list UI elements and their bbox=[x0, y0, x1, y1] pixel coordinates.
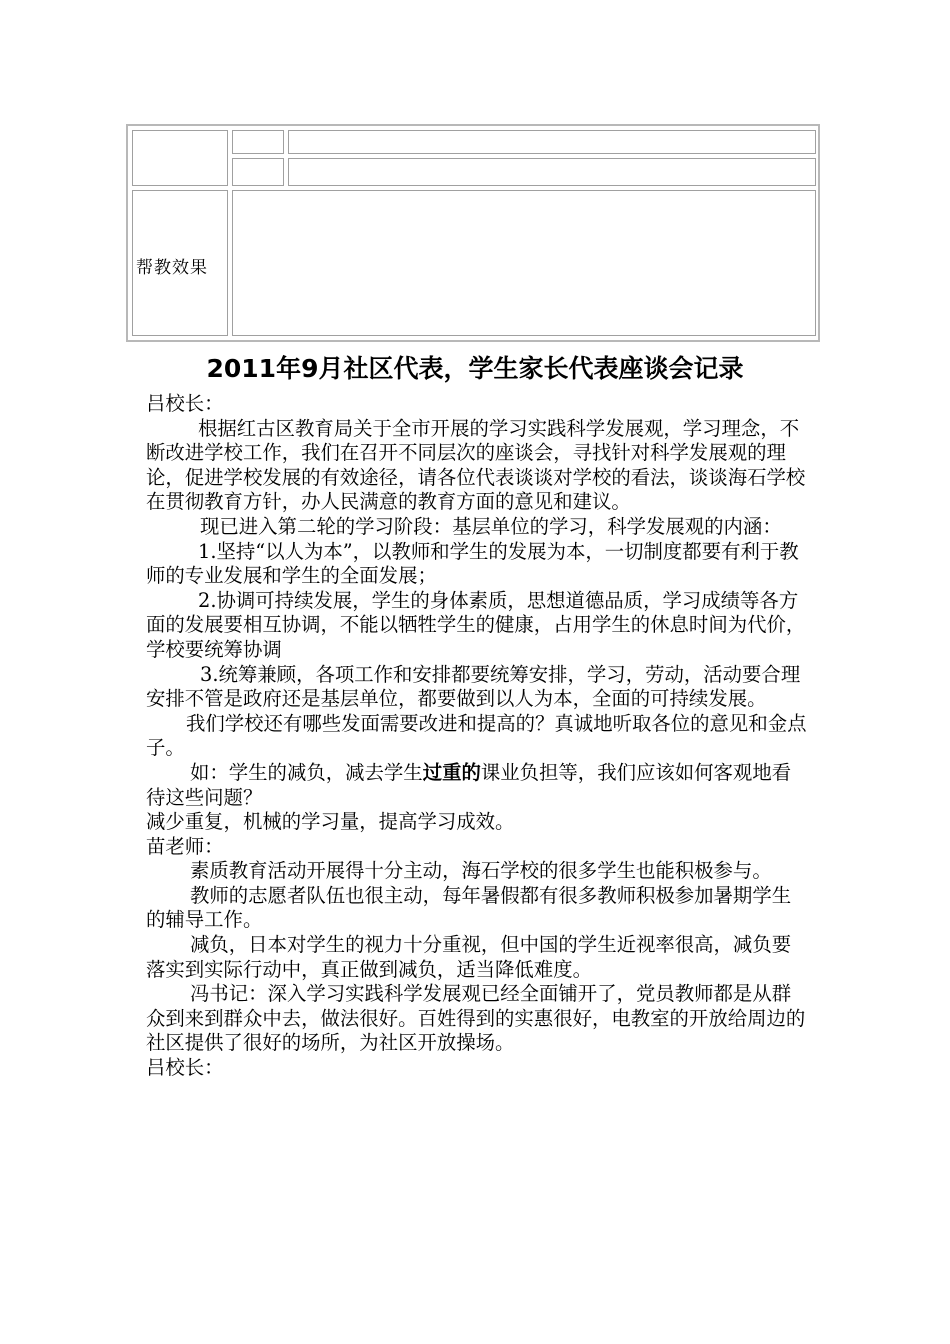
paragraph: 我们学校还有哪些发面需要改进和提高的？真诚地听取各位的意见和金点子。 bbox=[146, 711, 807, 760]
paragraph bbox=[146, 761, 810, 810]
effect-label: 帮教效果 bbox=[136, 258, 208, 278]
paragraph: 减负，日本对学生的视力十分重视，但中国的学生近视率很高，减负要落实到实际行动中，真正做到减负，适当降低难度。 bbox=[146, 933, 792, 981]
paragraph: 根据红古区教育局关于全市开展的学习实践科学发展观，学习理念，不断改进学校工作，我们在召开不同层次的座谈会，寻找针对科学发展观的理论，促进学校发展的有效途径，请各位代表谈谈对学校的看法，谈谈海石学校在贯彻教育方针，办人民满意的教育方面的意见和建议。 bbox=[146, 416, 806, 514]
paragraph: 减少重复，机械的学习量，提高学习成效。 bbox=[146, 810, 515, 834]
table-cell-empty bbox=[132, 130, 228, 186]
paragraph: 现已进入第二轮的学习阶段：基层单位的学习，科学发展观的内涵： bbox=[200, 514, 782, 538]
speaker-heading: 吕校长： bbox=[146, 1056, 224, 1080]
record-table bbox=[126, 124, 820, 342]
effect-label-cell bbox=[132, 190, 228, 336]
paragraph: 2.协调可持续发展，学生的身体素质，思想道德品质，学习成绩等各方面的发展要相互协调，不能以牺牲学生的健康，占用学生的休息时间为代价，学校要统筹协调 bbox=[146, 588, 806, 661]
document-body bbox=[146, 392, 810, 1081]
paragraph: 素质教育活动开展得十分主动，海石学校的很多学生也能积极参与。 bbox=[190, 859, 772, 883]
table-cell-empty bbox=[232, 130, 284, 154]
speaker-heading: 苗老师： bbox=[146, 834, 224, 858]
table-cell-empty bbox=[288, 130, 816, 154]
paragraph: 冯书记：深入学习实践科学发展观已经全面铺开了，党员教师都是从群众到来到群众中去，做法很好。百姓得到的实惠很好，电教室的开放给周边的社区提供了很好的场所，为社区开放操场。 bbox=[146, 982, 806, 1055]
document-title: 2011年9月社区代表，学生家长代表座谈会记录 bbox=[206, 354, 744, 383]
table-cell-empty bbox=[288, 158, 816, 186]
paragraph: 1.坚持“以人为本”，以教师和学生的发展为本，一切制度都要有利于教师的专业发展和学生的全面发展； bbox=[146, 539, 799, 588]
effect-content-cell bbox=[232, 190, 816, 336]
emphasis-text: 过重的 bbox=[422, 760, 481, 784]
paragraph-text: 如：学生的减负，减去学生 bbox=[190, 760, 423, 784]
paragraph: 教师的志愿者队伍也很主动，每年暑假都有很多教师积极参加暑期学生的辅导工作。 bbox=[146, 883, 792, 932]
paragraph: 3.统筹兼顾，各项工作和安排都要统筹安排，学习，劳动，活动要合理安排不管是政府还是基层单位，都要做到以人为本，全面的可持续发展。 bbox=[146, 662, 801, 711]
paragraph-text: 课业负担等，我们应该如何客观地看待这些问题？ bbox=[146, 760, 792, 809]
table-cell-empty bbox=[232, 158, 284, 186]
speaker-heading: 吕校长： bbox=[146, 392, 224, 415]
